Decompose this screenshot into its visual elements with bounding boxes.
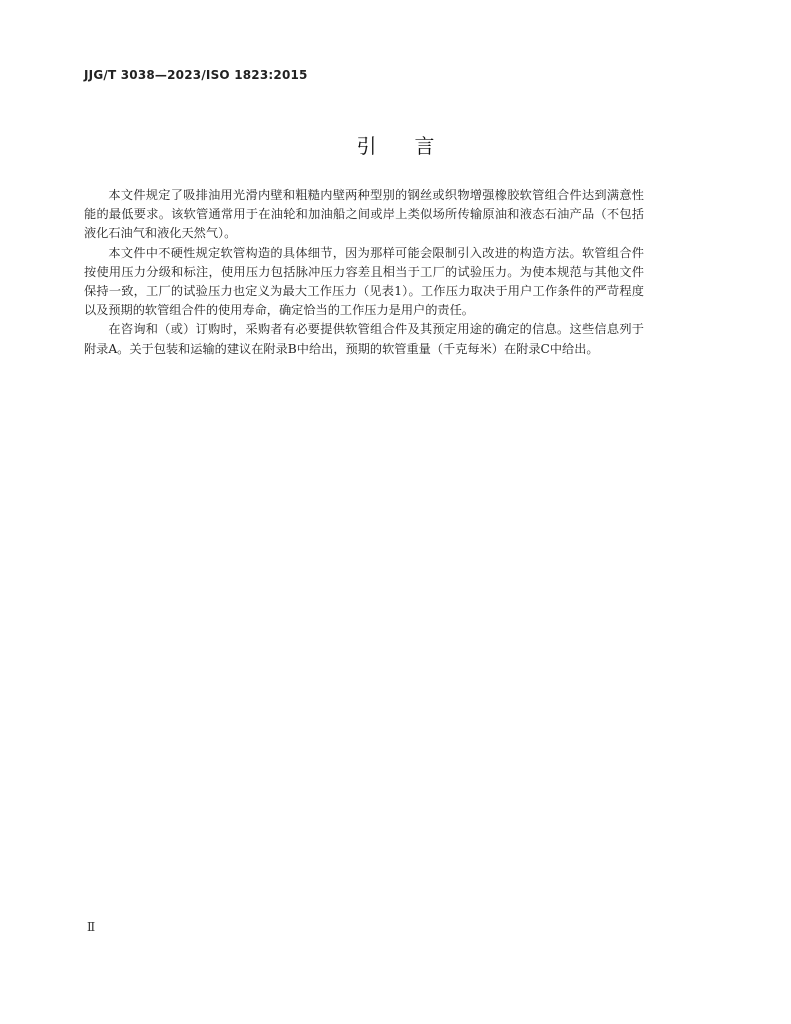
page-title: 引言 (356, 134, 473, 158)
body-text (84, 186, 644, 359)
paragraph-2: 本文件中不硬性规定软管构造的具体细节，因为那样可能会限制引入改进的构造方法。软管组合件按使用压力分级和标注，使用压力包括脉冲压力容差且相当于工厂的试验压力。为使本规范与其他文件保持一致，工厂的试验压力也定义为最大工作压力（见表1）。工作压力取决于用户工作条件的严苛程度以及预期的软管组合件的使用寿命，确定恰当的工作压力是用户的责任。 (84, 245, 644, 318)
paragraph-1: 本文件规定了吸排油用光滑内壁和粗糙内壁两种型别的钢丝或织物增强橡胶软管组合件达到满意性能的最低要求。该软管通常用于在油轮和加油船之间或岸上类似场所传输原油和液态石油产品（不包括液化石油气和液化天然气）。 (84, 188, 644, 241)
standard-code: JJG/T 3038—2023/ISO 1823:2015 (84, 68, 308, 82)
paragraph-3: 在咨询和（或）订购时，采购者有必要提供软管组合件及其预定用途的确定的信息。这些信息列于附录A。关于包装和运输的建议在附录B中给出，预期的软管重量（千克每米）在附录C中给出。 (84, 322, 644, 356)
page-number: Ⅱ (87, 920, 96, 934)
